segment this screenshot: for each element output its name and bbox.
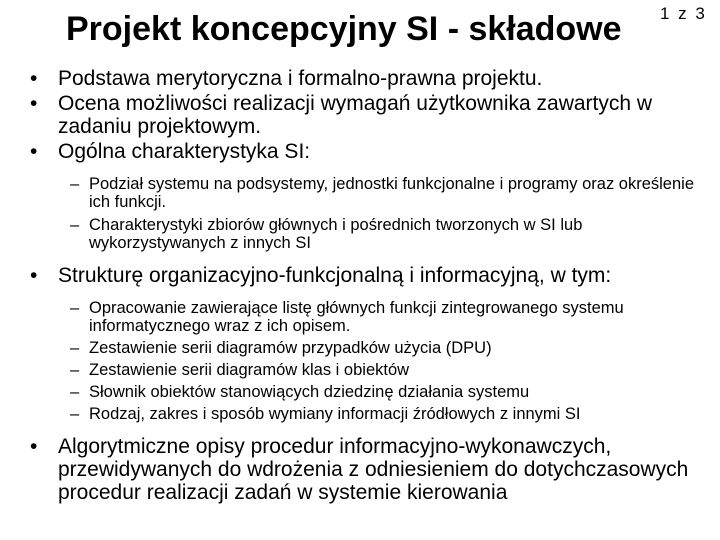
sub-bullet-text: Zestawienie serii diagramów klas i obiektów [89,361,410,379]
bullet-marker: • [30,264,38,287]
sub-bullet-item [30,383,714,401]
slide-title: Projekt koncepcyjny SI - składowe [66,10,622,48]
dash-marker: – [70,216,80,234]
sub-bullet-item [30,216,714,252]
bullet-text: Ogólna charakterystyka SI: [58,140,311,163]
dash-marker: – [70,299,80,317]
bullet-marker: • [30,92,38,115]
bullet-text: Podstawa merytoryczna i formalno-prawna projektu. [58,67,543,90]
bullet-text: Strukturę organizacyjno-funkcjonalną i informacyjną, w tym: [58,264,612,287]
sub-bullet-item [30,405,714,423]
sub-bullet-item [30,175,714,211]
bullet-text: Ocena możliwości realizacji wymagań użytkownika zawartych w zadaniu projektowym. [58,92,653,138]
dash-marker: – [70,339,80,357]
sub-bullet-text: Słownik obiektów stanowiących dziedzinę działania systemu [89,383,530,401]
bullet-item [30,92,658,138]
bullet-item [30,264,714,287]
bullet-item [30,140,714,163]
sub-bullet-text: Charakterystyki zbiorów głównych i pośrednich tworzonych w SI lub wykorzystywanych z innych SI [89,216,583,252]
bullet-marker: • [30,435,38,458]
sub-bullet-text: Rodzaj, zakres i sposób wymiany informacji źródłowych z innymi SI [89,405,581,423]
sub-bullet-item [30,361,714,379]
sub-bullet-text: Zestawienie serii diagramów przypadków użycia (DPU) [89,339,492,357]
slide-content [30,67,714,504]
bullet-item [30,435,714,504]
sub-bullet-item [30,299,714,335]
bullet-text: Algorytmiczne opisy procedur informacyjno-wykonawczych, przewidywanych do wdrożenia z odniesieniem do dotychczasowych procedur realizacji zadań w systemie kierowania [58,435,689,504]
bullet-marker: • [30,67,38,90]
sub-bullet-text: Opracowanie zawierające listę głównych funkcji zintegrowanego systemu informatycznego wraz z ich opisem. [89,299,624,335]
dash-marker: – [70,405,80,423]
bullet-marker: • [30,140,38,163]
dash-marker: – [70,175,80,193]
bullet-item [30,67,714,90]
dash-marker: – [70,361,80,379]
sub-bullet-item [30,339,714,357]
dash-marker: – [70,383,80,401]
sub-bullet-text: Podział systemu na podsystemy, jednostki funkcjonalne i programy oraz określenie ich funkcji. [89,175,694,211]
page-number: 1 z 3 [660,4,707,23]
